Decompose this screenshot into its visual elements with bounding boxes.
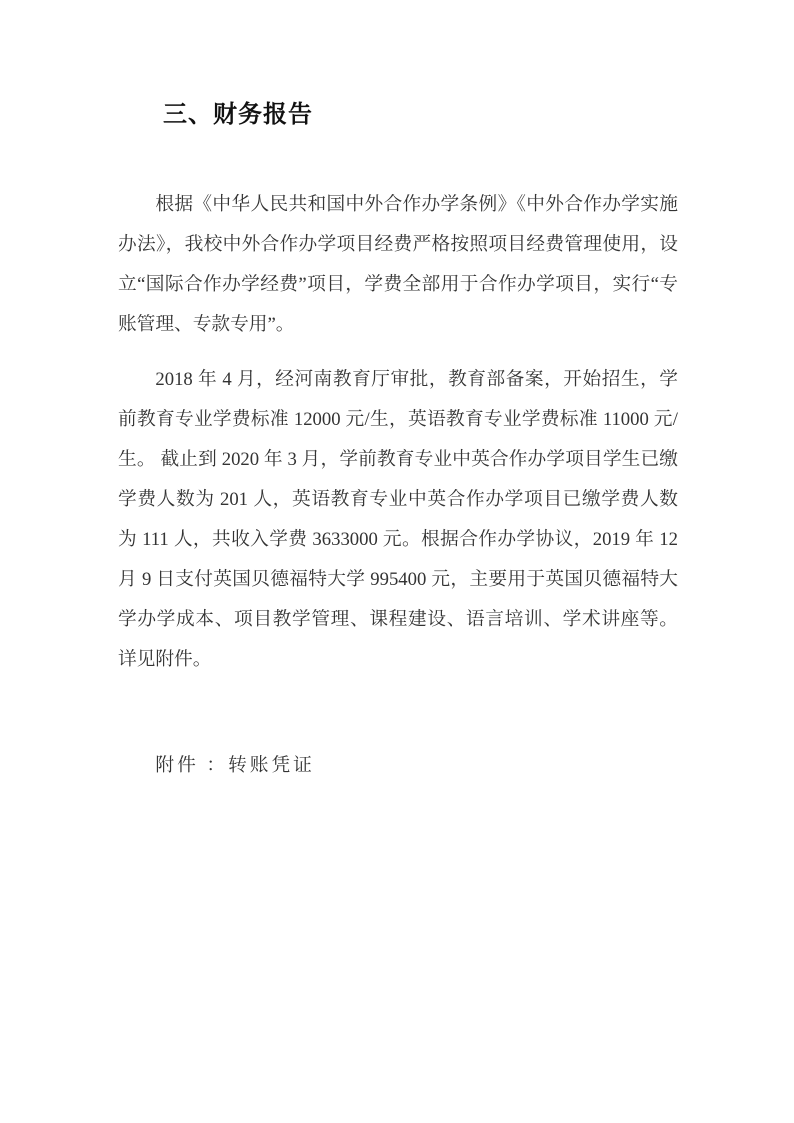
paragraph-policy-basis: 根据《中华人民共和国中外合作办学条例》《中外合作办学实施办法》，我校中外合作办学项目经费严格按照项目经费管理使用，设立“国际合作办学经费”项目，学费全部用于合作办学项目，实行“专账管理、专款专用”。 [118, 194, 678, 335]
attachment-reference: 附件 ：转账凭证 [155, 755, 315, 776]
section-heading: 三、财务报告 [163, 101, 313, 128]
paragraph-finance-details: 2018 年 4 月，经河南教育厅审批，教育部备案，开始招生，学前教育专业学费标准 12000 元/生，英语教育专业学费标准 11000 元/生。 截止到 2020 年 3 月，学前教育专业中英合作办学项目学生已缴学费人数为 201 人，英语教育专业中英合作办学项目已缴学费人数为 111 人，共收入学费 3633000 元。根据合作办学协议，2019 年 12 月 9 日支付英国贝德福特大学 995400 元，主要用于英国贝德福特大学办学成本、项目教学管理、课程建设、语言培训、学术讲座等。详见附件。 [118, 369, 678, 670]
